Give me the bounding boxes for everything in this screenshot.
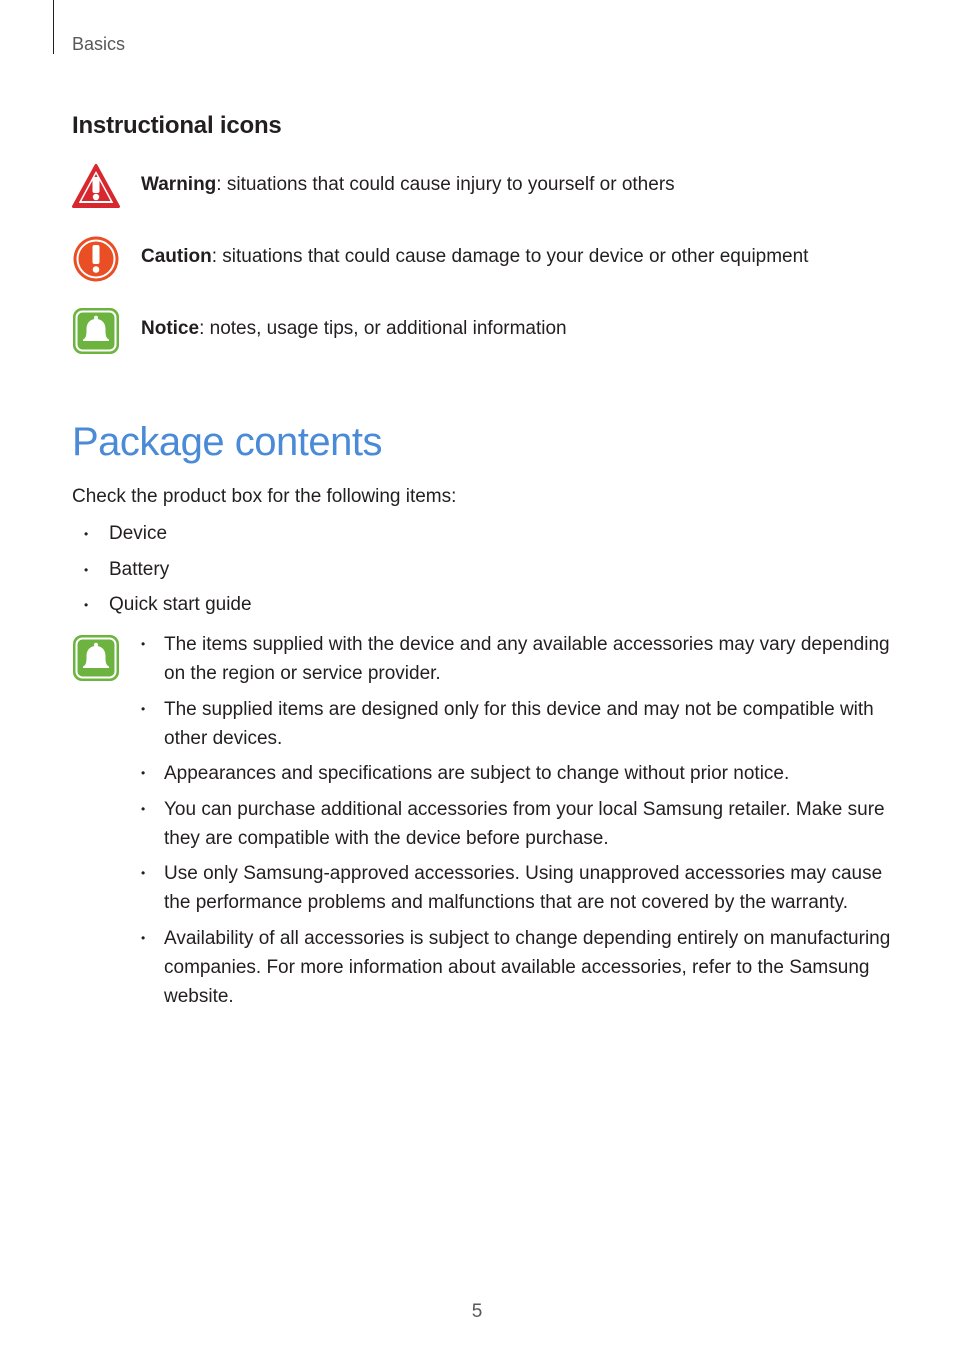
list-item: • Quick start guide — [72, 592, 252, 628]
list-item: • Battery — [72, 557, 252, 593]
notice-row — [72, 307, 892, 355]
notice-description — [141, 317, 567, 341]
list-item: • Device — [72, 521, 252, 557]
caution-description — [141, 245, 808, 269]
notice-item: • The supplied items are designed only for this device and may not be compatible with other devices. — [141, 695, 891, 753]
page-number: 5 — [471, 1301, 483, 1322]
warning-term: Warning — [141, 174, 217, 195]
notice-term: Notice — [141, 318, 200, 339]
notice-item: • The items supplied with the device and any available accessories may vary depending on the region or service provider. — [141, 630, 891, 688]
package-items-list — [72, 521, 252, 628]
page-corner-rule — [53, 0, 54, 54]
notice-bell-icon — [72, 307, 120, 355]
caution-text: : situations that could cause damage to your device or other equipment — [211, 246, 809, 267]
notice-bell-icon — [72, 634, 120, 682]
notice-text: : notes, usage tips, or additional information — [199, 318, 567, 339]
page-title: Package contents — [72, 420, 382, 464]
notice-list — [141, 630, 891, 1017]
instructional-icons-heading: Instructional icons — [72, 112, 282, 139]
warning-triangle-icon — [72, 163, 120, 211]
section-label: Basics — [72, 34, 126, 54]
warning-text: : situations that could cause injury to yourself or others — [216, 174, 675, 195]
package-intro: Check the product box for the following items: — [72, 486, 457, 507]
warning-row — [72, 163, 892, 211]
notice-item: • You can purchase additional accessories from your local Samsung retailer. Make sure they are compatible with the device before purchase. — [141, 795, 891, 853]
notice-item: • Appearances and specifications are subject to change without prior notice. — [141, 759, 891, 788]
notice-item: • Use only Samsung-approved accessories. Using unapproved accessories may cause the performance problems and malfunctions that are not covered by the warranty. — [141, 859, 891, 917]
caution-row — [72, 235, 892, 283]
notice-item: • Availability of all accessories is subject to change depending entirely on manufacturing companies. For more information about available accessories, refer to the Samsung website. — [141, 924, 891, 1011]
warning-description — [141, 173, 675, 197]
caution-term: Caution — [141, 246, 212, 267]
caution-circle-icon — [72, 235, 120, 283]
